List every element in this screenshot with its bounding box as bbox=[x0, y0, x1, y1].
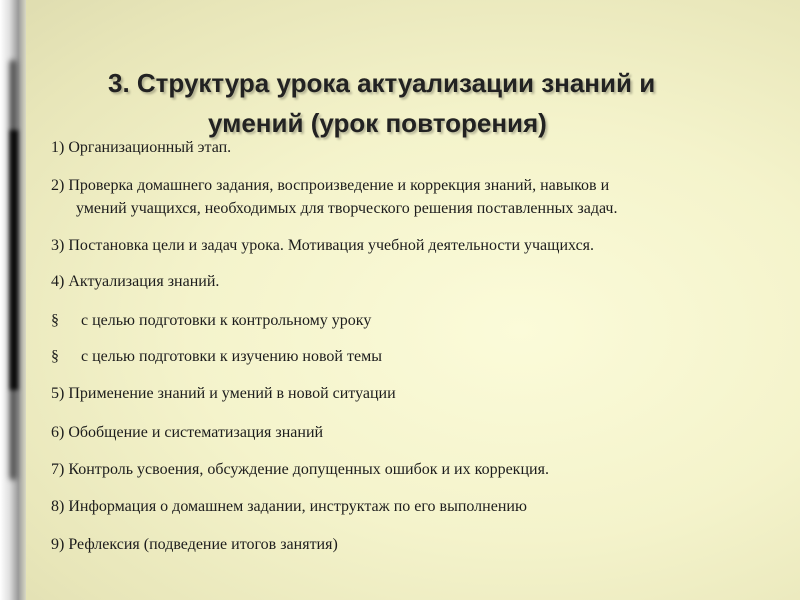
list-item-text: 4) Актуализация знаний. bbox=[51, 273, 220, 290]
list-item-4 bbox=[51, 270, 219, 293]
list-item-7 bbox=[51, 458, 549, 481]
list-item-text: 5) Применение знаний и умений в новой ситуации bbox=[51, 385, 396, 402]
list-subitem-2 bbox=[51, 345, 382, 368]
list-subitem-1 bbox=[51, 309, 371, 332]
slide-edge-shadow-dark bbox=[10, 130, 18, 390]
list-item-text: 3) Постановка цели и задач урока. Мотивация учебной деятельности учащихся. bbox=[51, 237, 595, 254]
slide-title-line2: умений (урок повторения) bbox=[208, 108, 547, 138]
list-item-continuation: умений учащихся, необходимых для творческого решения поставленных задач. bbox=[76, 200, 618, 217]
list-item-text: 6) Обобщение и систематизация знаний bbox=[51, 424, 324, 441]
section-sign-bullet: § bbox=[51, 348, 59, 365]
list-item-text: 8) Информация о домашнем задании, инструктаж по его выполнению bbox=[51, 498, 527, 515]
list-subitem-text: с целью подготовки к контрольному уроку bbox=[81, 312, 372, 329]
section-sign-bullet: § bbox=[51, 312, 59, 329]
list-item-2 bbox=[51, 174, 617, 220]
list-item-9 bbox=[51, 533, 338, 556]
list-item-text: 7) Контроль усвоения, обсуждение допущенных ошибок и их коррекция. bbox=[51, 461, 549, 478]
list-item-8 bbox=[51, 495, 527, 518]
slide-title bbox=[108, 63, 778, 143]
list-item-text: 9) Рефлексия (подведение итогов занятия) bbox=[51, 536, 338, 553]
list-item-3 bbox=[51, 234, 594, 257]
slide-title-line1: 3. Структура урока актуализации знаний и bbox=[108, 68, 656, 98]
list-item-text: 1) Организационный этап. bbox=[51, 139, 232, 156]
list-item-text: 2) Проверка домашнего задания, воспроизведение и коррекция знаний, навыков и bbox=[51, 177, 610, 194]
list-subitem-text: с целью подготовки к изучению новой темы bbox=[81, 348, 382, 365]
list-item-6 bbox=[51, 421, 323, 444]
list-item-1 bbox=[51, 136, 231, 159]
list-item-5 bbox=[51, 382, 396, 405]
